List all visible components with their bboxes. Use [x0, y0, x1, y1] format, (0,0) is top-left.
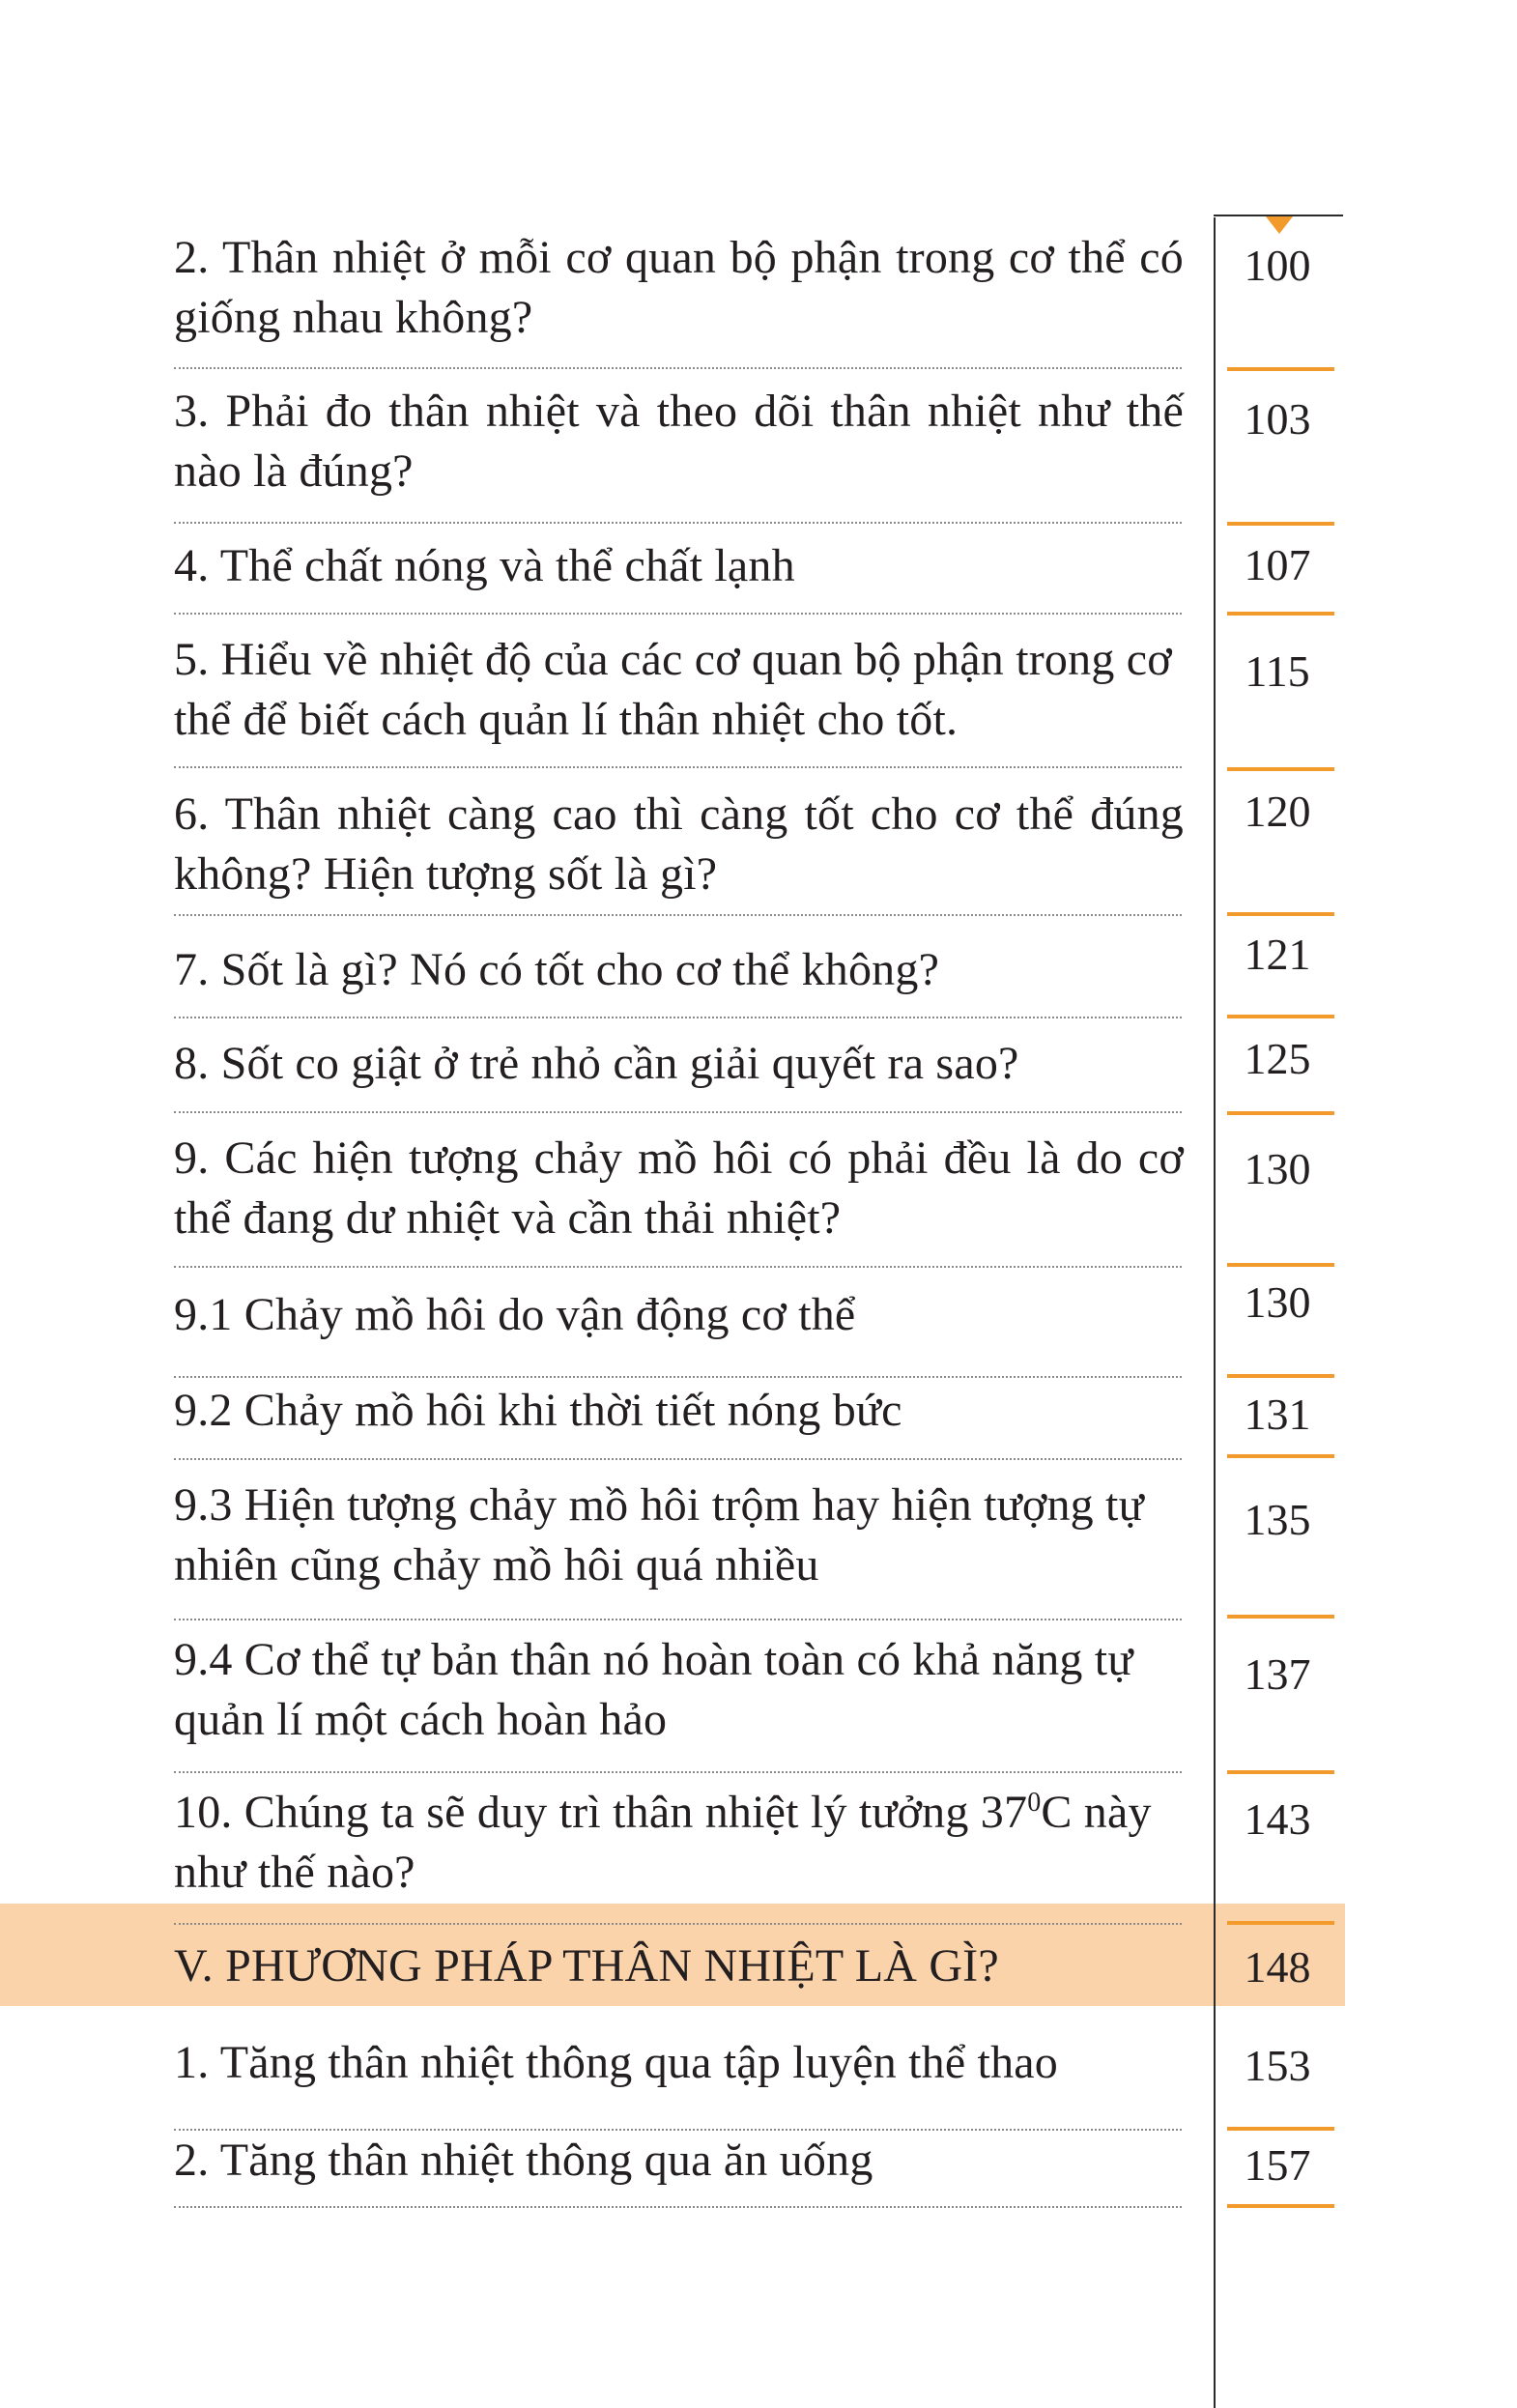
toc-entry-text[interactable]: 9.4 Cơ thể tự bản thân nó hoàn toàn có khả năng tự quản lí một cách hoàn hảo — [174, 1634, 1133, 1745]
toc-entry-text[interactable]: 9.3 Hiện tượng chảy mồ hôi trộm hay hiện tượng tự nhiên cũng chảy mồ hôi quá nhiều — [174, 1479, 1144, 1591]
dotted-separator — [174, 1266, 1182, 1268]
page-underline-accent — [1227, 2204, 1334, 2208]
dotted-separator — [174, 522, 1182, 524]
page-underline-accent — [1227, 1111, 1334, 1115]
toc-entry-text[interactable]: 3. Phải đo thân nhiệt và theo dõi thân nhiệt như thế nào là đúng? — [174, 386, 1184, 497]
toc-page-number[interactable]: 103 — [1244, 394, 1311, 444]
toc-entry-text-main: 10. Chúng ta sẽ duy trì thân nhiệt lý tưởng 37 — [174, 1787, 1028, 1838]
dotted-separator — [174, 1111, 1182, 1113]
dotted-separator — [174, 1923, 1182, 1925]
toc-page-number[interactable]: 130 — [1244, 1277, 1311, 1327]
toc-entry-text[interactable]: 9.1 Chảy mồ hôi do vận động cơ thể — [174, 1289, 856, 1340]
page-underline-accent — [1227, 612, 1334, 616]
toc-entry-text[interactable]: 8. Sốt co giật ở trẻ nhỏ cần giải quyết ra sao? — [174, 1038, 1019, 1089]
dotted-separator — [174, 766, 1182, 768]
toc-page-number[interactable]: 130 — [1244, 1144, 1311, 1193]
dotted-separator — [174, 1376, 1182, 1378]
toc-page-number[interactable]: 107 — [1244, 540, 1311, 589]
toc-entry-text[interactable]: 2. Thân nhiệt ở mỗi cơ quan bộ phận trong cơ thể có giống nhau không? — [174, 232, 1184, 343]
page-underline-accent — [1227, 1015, 1334, 1018]
dotted-separator — [174, 367, 1182, 369]
degree-superscript: 0 — [1027, 1788, 1042, 1818]
section-heading-text[interactable]: V. PHƯƠNG PHÁP THÂN NHIỆT LÀ GÌ? — [174, 1940, 999, 1992]
page-underline-accent — [1227, 912, 1334, 916]
page-underline-accent — [1227, 1263, 1334, 1267]
dotted-separator — [174, 1458, 1182, 1460]
page-underline-accent — [1227, 1770, 1334, 1774]
toc-entry-text[interactable] — [174, 1783, 1198, 1903]
dotted-separator — [174, 1017, 1182, 1018]
toc-entry-text[interactable]: 7. Sốt là gì? Nó có tốt cho cơ thể không? — [174, 944, 940, 995]
page-underline-accent — [1227, 367, 1334, 371]
toc-page-number[interactable]: 153 — [1244, 2041, 1311, 2090]
toc-entry-text[interactable]: 6. Thân nhiệt càng cao thì càng tốt cho cơ thể đúng không? Hiện tượng sốt là gì? — [174, 788, 1184, 900]
toc-page-number[interactable]: 143 — [1244, 1794, 1311, 1844]
toc-entry-text[interactable]: 4. Thể chất nóng và thể chất lạnh — [174, 540, 795, 591]
toc-page-number[interactable]: 137 — [1244, 1649, 1311, 1699]
toc-page-number[interactable]: 125 — [1244, 1034, 1311, 1083]
toc-page-number[interactable]: 148 — [1244, 1942, 1311, 1992]
page-underline-accent — [1227, 1454, 1334, 1458]
toc-page-number[interactable]: 120 — [1244, 787, 1311, 836]
toc-page-number[interactable]: 100 — [1244, 241, 1311, 290]
bookmark-triangle-icon — [1266, 216, 1293, 234]
page-underline-accent — [1227, 767, 1334, 771]
toc-page-number[interactable]: 121 — [1244, 930, 1311, 979]
toc-page-number[interactable]: 115 — [1245, 646, 1310, 696]
dotted-separator — [174, 2206, 1182, 2208]
page-underline-accent — [1227, 1615, 1334, 1619]
toc-entry-text[interactable]: 5. Hiểu về nhiệt độ của các cơ quan bộ phận trong cơ thể để biết cách quản lí thân nhiệt cho tốt. — [174, 634, 1172, 745]
page-column-divider — [1214, 217, 1216, 2408]
toc-entry-text-tail: C này như thế nào? — [174, 1787, 1152, 1898]
dotted-separator — [174, 914, 1182, 916]
toc-entry-text[interactable]: 9.2 Chảy mồ hôi khi thời tiết nóng bức — [174, 1385, 902, 1436]
toc-page-number[interactable]: 131 — [1244, 1390, 1311, 1439]
dotted-separator — [174, 613, 1182, 615]
toc-page-number[interactable]: 135 — [1244, 1495, 1311, 1544]
dotted-separator — [174, 1771, 1182, 1773]
toc-entry-text[interactable]: 9. Các hiện tượng chảy mồ hôi có phải đều là do cơ thể đang dư nhiệt và cần thải nhiệt? — [174, 1132, 1184, 1244]
page-underline-accent — [1227, 522, 1334, 526]
toc-page-number[interactable]: 157 — [1244, 2140, 1311, 2190]
page-underline-accent — [1227, 1921, 1334, 1925]
dotted-separator — [174, 1619, 1182, 1620]
toc-entry-text[interactable]: 1. Tăng thân nhiệt thông qua tập luyện thể thao — [174, 2037, 1058, 2088]
page-underline-accent — [1227, 1374, 1334, 1378]
page-underline-accent — [1227, 2127, 1334, 2131]
toc-entry-text[interactable]: 2. Tăng thân nhiệt thông qua ăn uống — [174, 2135, 873, 2186]
